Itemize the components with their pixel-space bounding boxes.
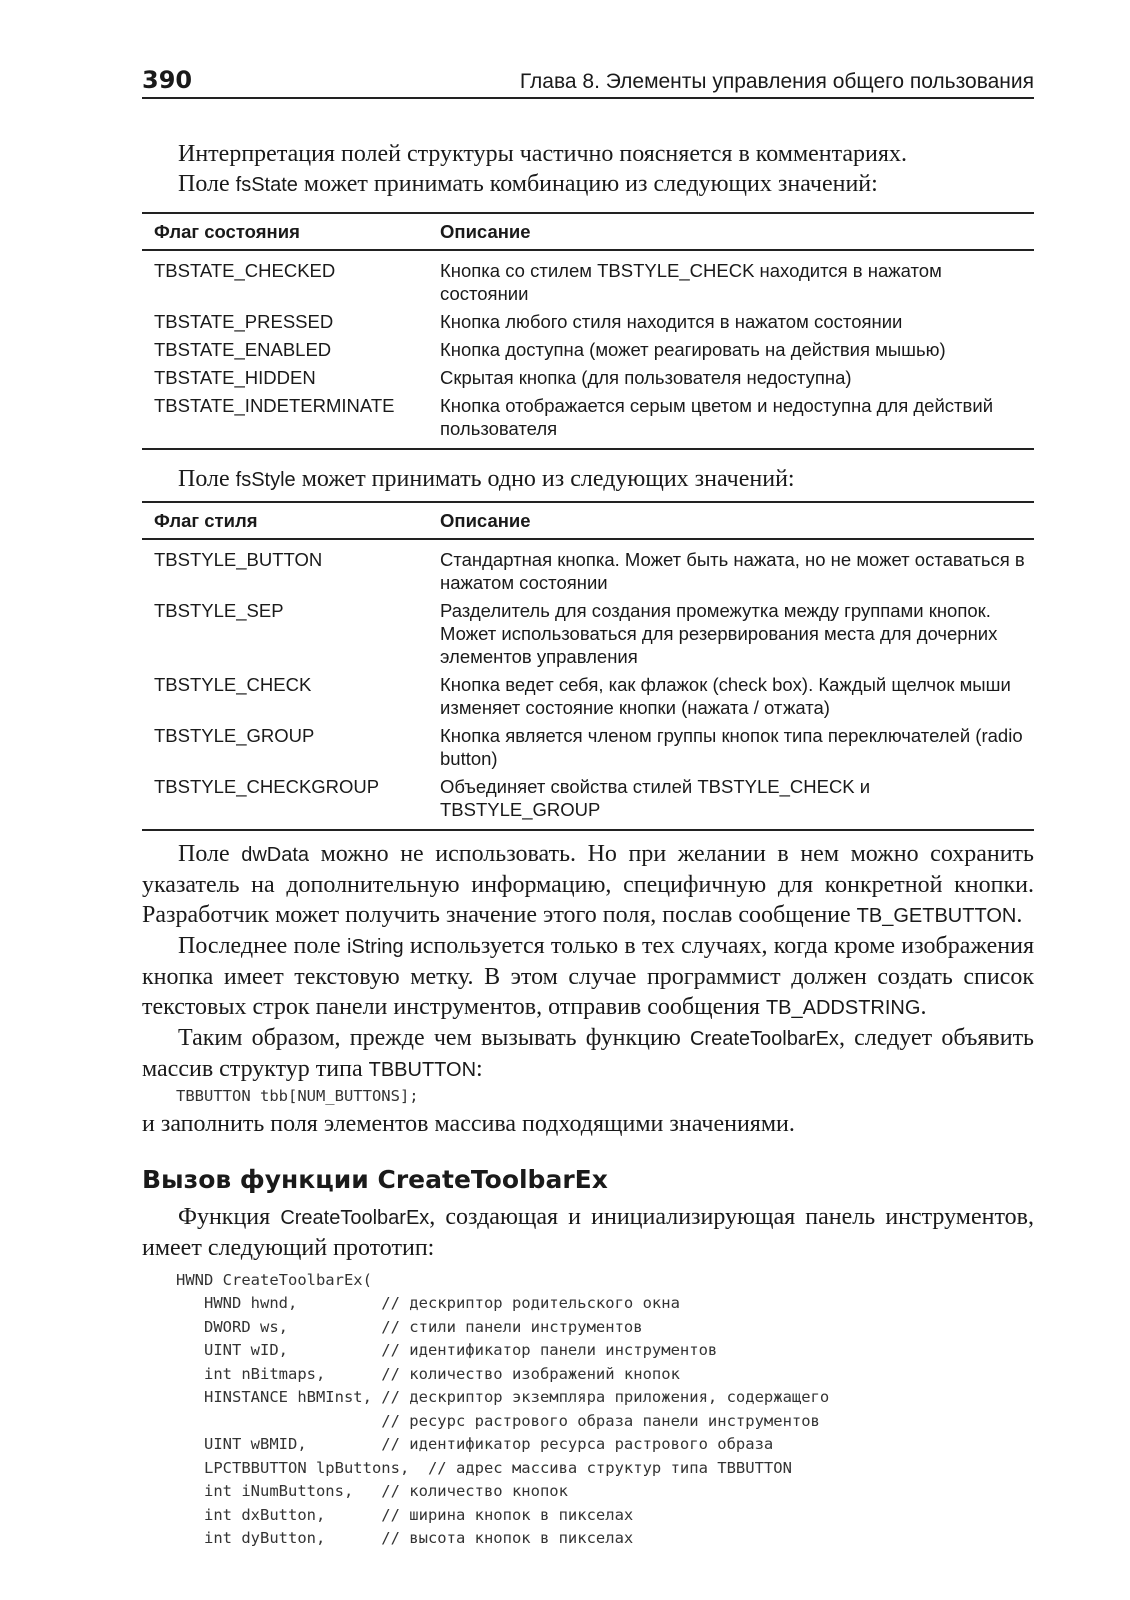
table-row: [142, 250, 1034, 306]
code-tb-addstring: TB_ADDSTRING: [765, 997, 921, 1019]
istring-post: .: [920, 994, 927, 1020]
intro-line2-pre: Поле: [178, 171, 236, 197]
code-line: int iNumButtons, // количество кнопок: [176, 1482, 568, 1500]
flag-cell: TBSTYLE_BUTTON: [154, 549, 323, 570]
description-cell: Стандартная кнопка. Может быть нажата, но не может оставаться в нажатом состоянии: [440, 549, 1025, 593]
flag-cell: TBSTATE_CHECKED: [154, 260, 336, 281]
thus-pre: Таким образом, прежде чем вызывать функцию: [178, 1025, 690, 1051]
chapter-title: Глава 8. Элементы управления общего пользования: [519, 70, 1034, 93]
flag-cell: TBSTYLE_CHECKGROUP: [142, 771, 428, 830]
description-cell: Кнопка ведет себя, как флажок (check box). Каждый щелчок мыши изменяет состояние кнопки (нажата / отжата): [440, 674, 1011, 718]
table-row: [142, 539, 1034, 595]
flag-cell: TBSTATE_HIDDEN: [154, 367, 316, 388]
istring-pre: Последнее поле: [178, 933, 347, 959]
description-cell: Кнопка отображается серым цветом и недоступна для действий пользователя: [428, 390, 1034, 449]
flag-cell: TBSTATE_PRESSED: [154, 311, 334, 332]
prototype-code-block: [142, 1269, 1034, 1551]
table-row: [142, 306, 1034, 334]
intro-line2: [142, 169, 1034, 200]
table-row: [142, 390, 1034, 449]
table-row: [142, 771, 1034, 830]
description-cell: Кнопка доступна (может реагировать на действия мышью): [440, 339, 946, 360]
thus-post: :: [476, 1056, 483, 1082]
dwdata-paragraph: [142, 839, 1034, 931]
thus-mid: , следует объявить массив структур типа: [142, 1025, 1034, 1082]
description-cell: Скрытая кнопка (для пользователя недоступна): [440, 367, 852, 388]
code-istring: iString: [346, 936, 404, 958]
code-line: UINT wBMID, // идентификатор ресурса растрового образа: [176, 1435, 774, 1453]
section-paragraph: [142, 1202, 1034, 1263]
code-line: HWND hwnd, // дескриптор родительского окна: [176, 1294, 680, 1312]
intro-line2-post: может принимать комбинацию из следующих значений:: [297, 171, 878, 197]
section-para-post: , создающая и инициализирующая панель инструментов, имеет следующий прототип:: [142, 1203, 1034, 1261]
table-row: [142, 595, 1034, 669]
style-flags-table: [142, 501, 1034, 831]
code-dwdata: dwData: [241, 844, 310, 866]
table-row: [142, 669, 1034, 720]
column-header: Описание: [428, 213, 1034, 250]
code-fsstate: fsState: [235, 174, 298, 196]
table-row: [142, 362, 1034, 390]
table-header-row: [142, 502, 1034, 539]
column-header: Описание: [428, 502, 1034, 539]
istring-mid: используется только в тех случаях, когда кроме изображения кнопка имеет текстовую метку. В этом случае программист должен создать список текстовых строк панели инструментов, отправив сообщения: [142, 933, 1034, 1020]
table-row: [142, 334, 1034, 362]
description-cell: Кнопка любого стиля находится в нажатом состоянии: [440, 311, 903, 332]
code-fsstyle: fsStyle: [235, 469, 296, 491]
section-para-pre: Функция: [178, 1203, 281, 1230]
table-header-row: [142, 213, 1034, 250]
code-tb-getbutton: TB_GETBUTTON: [856, 905, 1017, 927]
running-head: [142, 58, 1034, 99]
array-declaration-code: TBBUTTON tbb[NUM_BUTTONS];: [176, 1087, 419, 1105]
intro-line1-text: Интерпретация полей структуры частично поясняется в комментариях.: [178, 141, 907, 167]
dwdata-mid: можно не использовать. Но при желании в нем можно сохранить указатель на дополнительную информацию, специфичную для конкретной кнопки. Разработчик может получить значение этого поля, послав сообщение: [142, 841, 1034, 928]
code-line: int nBitmaps, // количество изображений кнопок: [176, 1364, 680, 1383]
code-createtoolbarex: CreateToolbarEx: [689, 1028, 839, 1050]
flag-cell: TBSTYLE_CHECK: [154, 674, 312, 695]
code-line: UINT wID, // идентификатор панели инструментов: [176, 1341, 718, 1359]
style-intro-post: может принимать одно из следующих значений:: [295, 466, 795, 492]
book-page: [142, 58, 1034, 1551]
code-line: int dxButton, // ширина кнопок в пикселах: [176, 1505, 634, 1524]
code-line: int dyButton, // высота кнопок в пикселах: [176, 1529, 634, 1547]
fill-text: и заполнить поля элементов массива подходящими значениями.: [142, 1110, 795, 1137]
description-cell: Разделитель для создания промежутка между группами кнопок. Может использоваться для резервирования места для дочерних элементов управления: [440, 600, 998, 667]
thus-paragraph: [142, 1023, 1034, 1085]
description-cell: Кнопка со стилем TBSTYLE_CHECK находится в нажатом состоянии: [440, 260, 942, 304]
dwdata-pre: Поле: [178, 841, 242, 867]
code-line: LPCTBBUTTON lpButtons, // адрес массива структур типа TBBUTTON: [176, 1458, 792, 1477]
state-flags-table: [142, 212, 1034, 450]
description-cell: Объединяет свойства стилей TBSTYLE_CHECK и TBSTYLE_GROUP: [428, 771, 1034, 830]
column-header: Флаг стиля: [142, 502, 428, 539]
page-number: 390: [142, 66, 193, 94]
column-header: Флаг состояния: [142, 213, 428, 250]
description-cell: Кнопка является членом группы кнопок типа переключателей (radio button): [440, 725, 1023, 769]
code-tbbutton: TBBUTTON: [368, 1059, 477, 1081]
table-row: [142, 720, 1034, 771]
style-intro-pre: Поле: [178, 466, 236, 492]
section-heading: Вызов функции CreateToolbarEx: [142, 1164, 608, 1194]
dwdata-post: .: [1016, 902, 1023, 928]
code-line: HINSTANCE hBMInst, // дескриптор экземпляра приложения, содержащего: [176, 1388, 830, 1406]
code-createtoolbarex-2: CreateToolbarEx: [280, 1206, 430, 1229]
code-line: // ресурс растрового образа панели инструментов: [176, 1411, 820, 1430]
flag-cell: TBSTATE_INDETERMINATE: [142, 390, 428, 449]
istring-paragraph: [142, 931, 1034, 1023]
flag-cell: TBSTYLE_SEP: [154, 600, 284, 621]
intro-line1: [142, 139, 1034, 169]
flag-cell: TBSTYLE_GROUP: [154, 725, 315, 746]
flag-cell: TBSTATE_ENABLED: [154, 339, 332, 360]
code-line: DWORD ws, // стили панели инструментов: [176, 1317, 643, 1336]
code-line: HWND CreateToolbarEx(: [176, 1270, 372, 1289]
style-intro: [142, 464, 1034, 495]
